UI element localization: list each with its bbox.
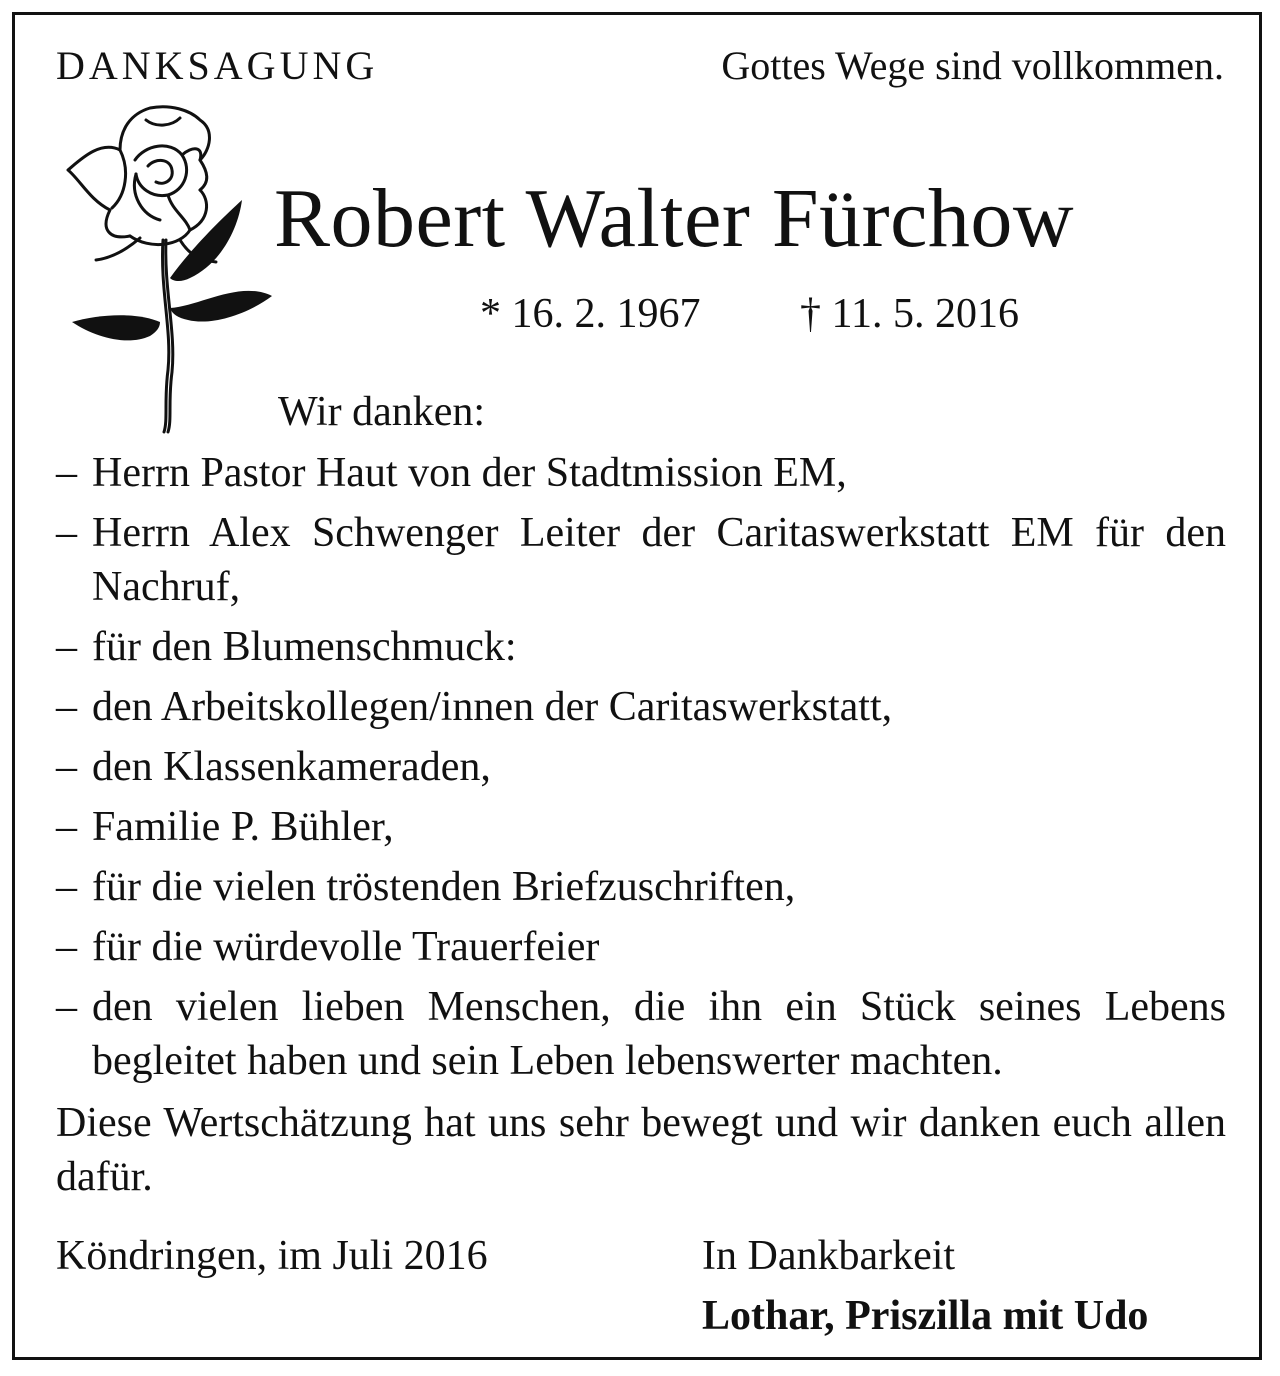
gratitude-line: In Dankbarkeit bbox=[702, 1233, 956, 1279]
list-item-text: den Klassenkameraden, bbox=[92, 744, 491, 790]
list-item-text: Herrn Pastor Haut von der Stadtmission EM, bbox=[92, 450, 847, 496]
list-dash: – bbox=[56, 744, 77, 790]
signers: Lothar, Priszilla mit Udo bbox=[702, 1293, 1149, 1339]
rose-illustration-icon bbox=[60, 100, 275, 440]
list-dash: – bbox=[56, 450, 77, 496]
list-item bbox=[56, 740, 1226, 794]
list-item bbox=[56, 980, 1226, 1088]
list-item bbox=[56, 620, 1226, 674]
list-item bbox=[56, 680, 1226, 734]
list-item-text: für den Blumenschmuck: bbox=[92, 624, 517, 670]
deceased-name: Robert Walter Fürchow bbox=[274, 172, 1075, 265]
list-item-text: für die würdevolle Trauerfeier bbox=[92, 924, 600, 970]
list-dash: – bbox=[56, 624, 77, 670]
list-dash: – bbox=[56, 864, 77, 910]
notice-heading: DANKSAGUNG bbox=[56, 43, 379, 88]
list-dash: – bbox=[56, 684, 77, 730]
list-item-text: Herrn Alex Schwenger Leiter der Caritaswerkstatt EM für den Nachruf, bbox=[92, 510, 1226, 610]
list-item bbox=[56, 920, 1226, 974]
place-date: Köndringen, im Juli 2016 bbox=[56, 1233, 488, 1279]
list-item bbox=[56, 860, 1226, 914]
list-item-text: für die vielen tröstenden Briefzuschriften, bbox=[92, 864, 796, 910]
closing-text: Diese Wertschätzung hat uns sehr bewegt und wir danken euch allen dafür. bbox=[56, 1100, 1226, 1200]
list-dash: – bbox=[56, 804, 77, 850]
list-item-text: den Arbeitskollegen/innen der Caritaswerkstatt, bbox=[92, 684, 893, 730]
thanks-intro: Wir danken: bbox=[278, 389, 486, 435]
list-item-text: den vielen lieben Menschen, die ihn ein Stück seines Lebens begleitet haben und sein Leben lebenswerter machten. bbox=[92, 984, 1226, 1084]
list-item bbox=[56, 446, 1226, 500]
list-dash: – bbox=[56, 924, 77, 970]
list-item bbox=[56, 506, 1226, 614]
death-date: † 11. 5. 2016 bbox=[800, 291, 1019, 337]
notice-motto: Gottes Wege sind vollkommen. bbox=[721, 43, 1224, 88]
thanks-list bbox=[56, 446, 1226, 1094]
list-dash: – bbox=[56, 510, 77, 556]
list-dash: – bbox=[56, 984, 77, 1030]
list-item-text: Familie P. Bühler, bbox=[92, 804, 394, 850]
list-item bbox=[56, 800, 1226, 854]
birth-date: * 16. 2. 1967 bbox=[480, 291, 701, 337]
